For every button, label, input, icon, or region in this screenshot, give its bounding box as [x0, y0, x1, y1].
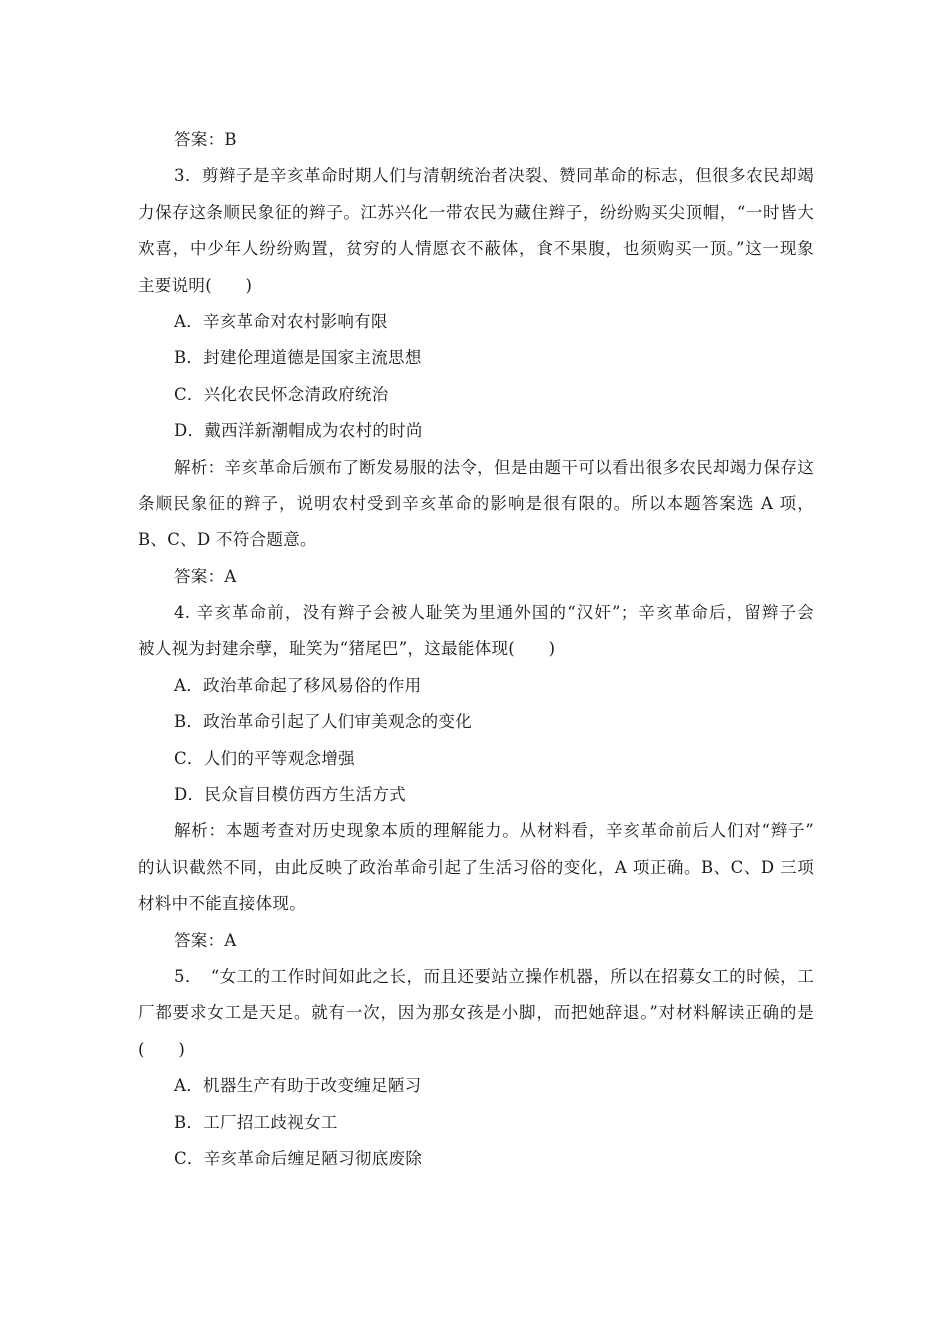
- question-4-option-d: D．民众盲目模仿西方生活方式: [174, 785, 406, 805]
- question-4-analysis-line-3: 材料中不能直接体现。: [138, 894, 306, 914]
- question-3-analysis-line-2: 条顺民象征的辫子，说明农村受到辛亥革命的影响是很有限的。所以本题答案选 A 项，: [138, 493, 814, 513]
- question-4-stem-line-2: 被人视为封建余孽，耻笑为“猪尾巴”，这最能体现( ): [138, 639, 556, 659]
- question-3-stem-line-1: 3．剪辫子是辛亥革命时期人们与清朝统治者决裂、赞同革命的标志，但很多农民却竭: [174, 166, 814, 186]
- question-3-stem-line-3: 欢喜，中少年人纷纷购置，贫穷的人情愿衣不蔽体，食不果腹，也须购买一顶。”这一现象: [138, 239, 814, 259]
- question-4-analysis-line-2: 的认识截然不同，由此反映了政治革命引起了生活习俗的变化，A 项正确。B、C、D 三项: [138, 857, 814, 877]
- question-3-option-d: D．戴西洋新潮帽成为农村的时尚: [174, 421, 423, 441]
- question-5-option-a: A．机器生产有助于改变缠足陋习: [174, 1076, 422, 1096]
- question-5-stem-line-1: 5． “女工的工作时间如此之长，而且还要站立操作机器，所以在招募女工的时候，工: [174, 966, 814, 986]
- question-5-stem-line-3: ( ): [138, 1039, 186, 1059]
- question-5-option-b: B．工厂招工歧视女工: [174, 1112, 338, 1132]
- answer-3: 答案：A: [174, 566, 237, 586]
- question-4-option-a: A．政治革命起了移风易俗的作用: [174, 675, 422, 695]
- answer-4: 答案：A: [174, 930, 237, 950]
- question-3-analysis-line-1: 解析：辛亥革命后颁布了断发易服的法令，但是由题干可以看出很多农民却竭力保存这: [174, 457, 814, 477]
- question-4-option-b: B．政治革命引起了人们审美观念的变化: [174, 712, 473, 732]
- question-4-analysis-line-1: 解析：本题考查对历史现象本质的理解能力。从材料看，辛亥革命前后人们对“辫子”: [174, 821, 814, 841]
- question-3-stem-line-2: 力保存这条顺民象征的辫子。江苏兴化一带农民为藏住辫子，纷纷购买尖顶帽，“一时皆大: [138, 202, 814, 222]
- document-body: [138, 122, 814, 1177]
- question-3-stem-line-4: 主要说明( ): [138, 275, 253, 295]
- question-5-option-c: C．辛亥革命后缠足陋习彻底废除: [174, 1148, 423, 1168]
- question-3-option-c: C．兴化农民怀念清政府统治: [174, 384, 389, 404]
- question-4-stem-line-1: 4. 辛亥革命前，没有辫子会被人耻笑为里通外国的“汉奸”；辛亥革命后，留辫子会: [174, 603, 814, 623]
- question-3-option-b: B．封建伦理道德是国家主流思想: [174, 348, 422, 368]
- question-3-option-a: A．辛亥革命对农村影响有限: [174, 311, 388, 331]
- question-4-option-c: C．人们的平等观念增强: [174, 748, 355, 768]
- question-3-analysis-line-3: B、C、D 不符合题意。: [138, 530, 317, 550]
- question-5-stem-line-2: 厂都要求女工是天足。就有一次，因为那女孩是小脚，而把她辞退。”对材料解读正确的是: [138, 1003, 814, 1023]
- answer-2: 答案：B: [174, 130, 237, 149]
